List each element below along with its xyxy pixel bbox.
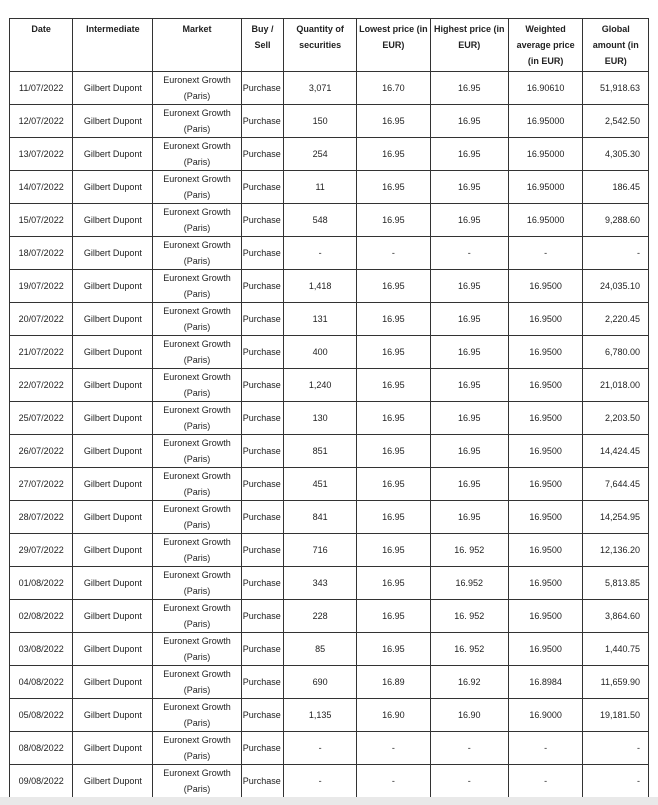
cell-highest-price: 16.95 bbox=[430, 336, 508, 369]
table-row bbox=[10, 72, 649, 105]
cell-lowest-price: 16.95 bbox=[357, 204, 431, 237]
cell-buy-sell: Purchase bbox=[241, 666, 284, 699]
cell-buy-sell: Purchase bbox=[241, 732, 284, 765]
table-row bbox=[10, 336, 649, 369]
cell-intermediate: Gilbert Dupont bbox=[73, 501, 153, 534]
cell-highest-price: - bbox=[430, 237, 508, 270]
cell-market: Euronext Growth (Paris) bbox=[153, 138, 241, 171]
cell-highest-price: 16.92 bbox=[430, 666, 508, 699]
table-row bbox=[10, 303, 649, 336]
cell-market: Euronext Growth (Paris) bbox=[153, 765, 241, 798]
table-row bbox=[10, 765, 649, 798]
cell-quantity: 131 bbox=[284, 303, 357, 336]
cell-weighted-average: 16.9500 bbox=[508, 402, 583, 435]
cell-global-amount: 24,035.10 bbox=[583, 270, 649, 303]
cell-lowest-price: 16.95 bbox=[357, 336, 431, 369]
cell-lowest-price: - bbox=[357, 765, 431, 798]
header-global-amount: Global amount (in EUR) bbox=[583, 19, 649, 72]
cell-weighted-average: - bbox=[508, 765, 583, 798]
cell-date: 04/08/2022 bbox=[10, 666, 73, 699]
cell-global-amount: 3,864.60 bbox=[583, 600, 649, 633]
cell-quantity: 851 bbox=[284, 435, 357, 468]
cell-buy-sell: Purchase bbox=[241, 699, 284, 732]
cell-lowest-price: 16.90 bbox=[357, 699, 431, 732]
cell-buy-sell: Purchase bbox=[241, 105, 284, 138]
cell-intermediate: Gilbert Dupont bbox=[73, 336, 153, 369]
cell-intermediate: Gilbert Dupont bbox=[73, 600, 153, 633]
cell-buy-sell: Purchase bbox=[241, 237, 284, 270]
cell-weighted-average: 16.9500 bbox=[508, 468, 583, 501]
cell-date: 22/07/2022 bbox=[10, 369, 73, 402]
cell-quantity: 254 bbox=[284, 138, 357, 171]
table-container bbox=[9, 18, 649, 798]
cell-highest-price: 16.95 bbox=[430, 402, 508, 435]
cell-global-amount: 186.45 bbox=[583, 171, 649, 204]
cell-intermediate: Gilbert Dupont bbox=[73, 633, 153, 666]
cell-weighted-average: 16.95000 bbox=[508, 204, 583, 237]
cell-weighted-average: - bbox=[508, 237, 583, 270]
cell-market: Euronext Growth (Paris) bbox=[153, 468, 241, 501]
cell-date: 11/07/2022 bbox=[10, 72, 73, 105]
cell-highest-price: 16.95 bbox=[430, 171, 508, 204]
cell-market: Euronext Growth (Paris) bbox=[153, 303, 241, 336]
cell-quantity: 1,240 bbox=[284, 369, 357, 402]
cell-intermediate: Gilbert Dupont bbox=[73, 138, 153, 171]
cell-highest-price: - bbox=[430, 732, 508, 765]
cell-buy-sell: Purchase bbox=[241, 633, 284, 666]
cell-market: Euronext Growth (Paris) bbox=[153, 666, 241, 699]
cell-date: 27/07/2022 bbox=[10, 468, 73, 501]
table-row bbox=[10, 633, 649, 666]
cell-lowest-price: 16.70 bbox=[357, 72, 431, 105]
cell-lowest-price: 16.95 bbox=[357, 270, 431, 303]
cell-global-amount: - bbox=[583, 732, 649, 765]
cell-global-amount: 12,136.20 bbox=[583, 534, 649, 567]
cell-date: 09/08/2022 bbox=[10, 765, 73, 798]
table-row bbox=[10, 534, 649, 567]
cell-date: 21/07/2022 bbox=[10, 336, 73, 369]
table-row bbox=[10, 666, 649, 699]
cell-lowest-price: 16.95 bbox=[357, 369, 431, 402]
cell-global-amount: 2,203.50 bbox=[583, 402, 649, 435]
table-row bbox=[10, 138, 649, 171]
cell-date: 05/08/2022 bbox=[10, 699, 73, 732]
cell-quantity: 85 bbox=[284, 633, 357, 666]
cell-weighted-average: 16.95000 bbox=[508, 138, 583, 171]
header-weighted-average: Weighted average price (in EUR) bbox=[508, 19, 583, 72]
cell-lowest-price: 16.89 bbox=[357, 666, 431, 699]
cell-market: Euronext Growth (Paris) bbox=[153, 369, 241, 402]
cell-quantity: 150 bbox=[284, 105, 357, 138]
cell-intermediate: Gilbert Dupont bbox=[73, 732, 153, 765]
cell-highest-price: - bbox=[430, 765, 508, 798]
cell-weighted-average: 16.95000 bbox=[508, 105, 583, 138]
cell-highest-price: 16.95 bbox=[430, 369, 508, 402]
cell-quantity: 130 bbox=[284, 402, 357, 435]
cell-intermediate: Gilbert Dupont bbox=[73, 171, 153, 204]
cell-intermediate: Gilbert Dupont bbox=[73, 72, 153, 105]
cell-weighted-average: 16.9500 bbox=[508, 633, 583, 666]
cell-date: 03/08/2022 bbox=[10, 633, 73, 666]
cell-intermediate: Gilbert Dupont bbox=[73, 468, 153, 501]
header-intermediate: Intermediate bbox=[73, 19, 153, 72]
cell-highest-price: 16. 952 bbox=[430, 633, 508, 666]
table-row bbox=[10, 270, 649, 303]
cell-global-amount: 1,440.75 bbox=[583, 633, 649, 666]
cell-buy-sell: Purchase bbox=[241, 72, 284, 105]
cell-intermediate: Gilbert Dupont bbox=[73, 204, 153, 237]
cell-date: 02/08/2022 bbox=[10, 600, 73, 633]
table-row bbox=[10, 204, 649, 237]
cell-date: 13/07/2022 bbox=[10, 138, 73, 171]
header-buy-sell: Buy / Sell bbox=[241, 19, 284, 72]
cell-date: 08/08/2022 bbox=[10, 732, 73, 765]
cell-quantity: 400 bbox=[284, 336, 357, 369]
cell-global-amount: 21,018.00 bbox=[583, 369, 649, 402]
cell-global-amount: 2,220.45 bbox=[583, 303, 649, 336]
cell-date: 01/08/2022 bbox=[10, 567, 73, 600]
cell-quantity: - bbox=[284, 237, 357, 270]
cell-quantity: 343 bbox=[284, 567, 357, 600]
header-lowest-price: Lowest price (in EUR) bbox=[357, 19, 431, 72]
table-header bbox=[10, 19, 649, 72]
cell-weighted-average: 16.9500 bbox=[508, 303, 583, 336]
cell-market: Euronext Growth (Paris) bbox=[153, 204, 241, 237]
share-buyback-table bbox=[9, 18, 649, 798]
cell-quantity: 11 bbox=[284, 171, 357, 204]
cell-buy-sell: Purchase bbox=[241, 435, 284, 468]
cell-weighted-average: - bbox=[508, 732, 583, 765]
cell-highest-price: 16.90 bbox=[430, 699, 508, 732]
cell-intermediate: Gilbert Dupont bbox=[73, 567, 153, 600]
cell-intermediate: Gilbert Dupont bbox=[73, 402, 153, 435]
cell-intermediate: Gilbert Dupont bbox=[73, 534, 153, 567]
cell-date: 15/07/2022 bbox=[10, 204, 73, 237]
cell-highest-price: 16.952 bbox=[430, 567, 508, 600]
cell-market: Euronext Growth (Paris) bbox=[153, 237, 241, 270]
cell-weighted-average: 16.9500 bbox=[508, 567, 583, 600]
cell-market: Euronext Growth (Paris) bbox=[153, 336, 241, 369]
cell-buy-sell: Purchase bbox=[241, 270, 284, 303]
cell-market: Euronext Growth (Paris) bbox=[153, 270, 241, 303]
cell-weighted-average: 16.9500 bbox=[508, 369, 583, 402]
cell-market: Euronext Growth (Paris) bbox=[153, 402, 241, 435]
cell-highest-price: 16.95 bbox=[430, 138, 508, 171]
cell-lowest-price: 16.95 bbox=[357, 567, 431, 600]
cell-lowest-price: 16.95 bbox=[357, 534, 431, 567]
table-row bbox=[10, 369, 649, 402]
table-row bbox=[10, 402, 649, 435]
cell-highest-price: 16.95 bbox=[430, 204, 508, 237]
cell-market: Euronext Growth (Paris) bbox=[153, 435, 241, 468]
cell-buy-sell: Purchase bbox=[241, 501, 284, 534]
table-row bbox=[10, 732, 649, 765]
table-row bbox=[10, 468, 649, 501]
table-row bbox=[10, 105, 649, 138]
table-row bbox=[10, 567, 649, 600]
table-row bbox=[10, 237, 649, 270]
cell-lowest-price: 16.95 bbox=[357, 501, 431, 534]
table-row bbox=[10, 600, 649, 633]
cell-lowest-price: 16.95 bbox=[357, 402, 431, 435]
cell-highest-price: 16. 952 bbox=[430, 534, 508, 567]
cell-highest-price: 16.95 bbox=[430, 270, 508, 303]
cell-global-amount: 14,424.45 bbox=[583, 435, 649, 468]
cell-highest-price: 16.95 bbox=[430, 435, 508, 468]
cell-market: Euronext Growth (Paris) bbox=[153, 72, 241, 105]
cell-lowest-price: 16.95 bbox=[357, 138, 431, 171]
cell-market: Euronext Growth (Paris) bbox=[153, 105, 241, 138]
cell-quantity: 3,071 bbox=[284, 72, 357, 105]
cell-lowest-price: - bbox=[357, 237, 431, 270]
cell-global-amount: 4,305.30 bbox=[583, 138, 649, 171]
cell-lowest-price: 16.95 bbox=[357, 435, 431, 468]
cell-lowest-price: - bbox=[357, 732, 431, 765]
cell-quantity: 228 bbox=[284, 600, 357, 633]
cell-date: 18/07/2022 bbox=[10, 237, 73, 270]
cell-highest-price: 16.95 bbox=[430, 468, 508, 501]
cell-weighted-average: 16.9500 bbox=[508, 501, 583, 534]
cell-market: Euronext Growth (Paris) bbox=[153, 633, 241, 666]
cell-highest-price: 16.95 bbox=[430, 303, 508, 336]
cell-market: Euronext Growth (Paris) bbox=[153, 732, 241, 765]
header-quantity: Quantity of securities bbox=[284, 19, 357, 72]
cell-buy-sell: Purchase bbox=[241, 402, 284, 435]
cell-buy-sell: Purchase bbox=[241, 303, 284, 336]
cell-quantity: 841 bbox=[284, 501, 357, 534]
cell-weighted-average: 16.9000 bbox=[508, 699, 583, 732]
table-row bbox=[10, 699, 649, 732]
cell-global-amount: 5,813.85 bbox=[583, 567, 649, 600]
cell-buy-sell: Purchase bbox=[241, 171, 284, 204]
cell-buy-sell: Purchase bbox=[241, 567, 284, 600]
cell-quantity: 451 bbox=[284, 468, 357, 501]
header-row bbox=[10, 19, 649, 72]
cell-buy-sell: Purchase bbox=[241, 468, 284, 501]
cell-weighted-average: 16.9500 bbox=[508, 600, 583, 633]
cell-weighted-average: 16.95000 bbox=[508, 171, 583, 204]
bottom-scroll-area bbox=[0, 797, 658, 805]
cell-date: 25/07/2022 bbox=[10, 402, 73, 435]
cell-global-amount: 7,644.45 bbox=[583, 468, 649, 501]
cell-lowest-price: 16.95 bbox=[357, 171, 431, 204]
header-date: Date bbox=[10, 19, 73, 72]
cell-global-amount: 19,181.50 bbox=[583, 699, 649, 732]
cell-lowest-price: 16.95 bbox=[357, 105, 431, 138]
cell-quantity: 548 bbox=[284, 204, 357, 237]
cell-date: 28/07/2022 bbox=[10, 501, 73, 534]
cell-date: 26/07/2022 bbox=[10, 435, 73, 468]
cell-buy-sell: Purchase bbox=[241, 534, 284, 567]
cell-market: Euronext Growth (Paris) bbox=[153, 600, 241, 633]
cell-lowest-price: 16.95 bbox=[357, 468, 431, 501]
header-highest-price: Highest price (in EUR) bbox=[430, 19, 508, 72]
table-row bbox=[10, 171, 649, 204]
cell-intermediate: Gilbert Dupont bbox=[73, 105, 153, 138]
table-body bbox=[10, 72, 649, 798]
cell-buy-sell: Purchase bbox=[241, 369, 284, 402]
table-row bbox=[10, 435, 649, 468]
cell-intermediate: Gilbert Dupont bbox=[73, 765, 153, 798]
cell-weighted-average: 16.9500 bbox=[508, 435, 583, 468]
cell-buy-sell: Purchase bbox=[241, 138, 284, 171]
cell-quantity: - bbox=[284, 732, 357, 765]
cell-lowest-price: 16.95 bbox=[357, 633, 431, 666]
cell-global-amount: 51,918.63 bbox=[583, 72, 649, 105]
cell-weighted-average: 16.9500 bbox=[508, 270, 583, 303]
cell-market: Euronext Growth (Paris) bbox=[153, 171, 241, 204]
cell-buy-sell: Purchase bbox=[241, 204, 284, 237]
cell-highest-price: 16. 952 bbox=[430, 600, 508, 633]
cell-date: 12/07/2022 bbox=[10, 105, 73, 138]
cell-date: 29/07/2022 bbox=[10, 534, 73, 567]
cell-buy-sell: Purchase bbox=[241, 600, 284, 633]
cell-lowest-price: 16.95 bbox=[357, 600, 431, 633]
cell-quantity: 1,418 bbox=[284, 270, 357, 303]
cell-quantity: 690 bbox=[284, 666, 357, 699]
cell-buy-sell: Purchase bbox=[241, 336, 284, 369]
cell-date: 20/07/2022 bbox=[10, 303, 73, 336]
cell-market: Euronext Growth (Paris) bbox=[153, 534, 241, 567]
cell-intermediate: Gilbert Dupont bbox=[73, 369, 153, 402]
cell-weighted-average: 16.9500 bbox=[508, 534, 583, 567]
cell-global-amount: 11,659.90 bbox=[583, 666, 649, 699]
cell-weighted-average: 16.90610 bbox=[508, 72, 583, 105]
cell-intermediate: Gilbert Dupont bbox=[73, 270, 153, 303]
cell-quantity: 716 bbox=[284, 534, 357, 567]
cell-weighted-average: 16.9500 bbox=[508, 336, 583, 369]
cell-global-amount: - bbox=[583, 237, 649, 270]
cell-quantity: - bbox=[284, 765, 357, 798]
cell-global-amount: 9,288.60 bbox=[583, 204, 649, 237]
cell-lowest-price: 16.95 bbox=[357, 303, 431, 336]
cell-intermediate: Gilbert Dupont bbox=[73, 666, 153, 699]
header-market: Market bbox=[153, 19, 241, 72]
cell-market: Euronext Growth (Paris) bbox=[153, 501, 241, 534]
cell-quantity: 1,135 bbox=[284, 699, 357, 732]
cell-intermediate: Gilbert Dupont bbox=[73, 237, 153, 270]
cell-date: 19/07/2022 bbox=[10, 270, 73, 303]
cell-global-amount: 14,254.95 bbox=[583, 501, 649, 534]
cell-intermediate: Gilbert Dupont bbox=[73, 303, 153, 336]
cell-market: Euronext Growth (Paris) bbox=[153, 567, 241, 600]
cell-weighted-average: 16.8984 bbox=[508, 666, 583, 699]
cell-intermediate: Gilbert Dupont bbox=[73, 699, 153, 732]
cell-buy-sell: Purchase bbox=[241, 765, 284, 798]
table-row bbox=[10, 501, 649, 534]
cell-date: 14/07/2022 bbox=[10, 171, 73, 204]
cell-highest-price: 16.95 bbox=[430, 72, 508, 105]
cell-global-amount: 2,542.50 bbox=[583, 105, 649, 138]
cell-highest-price: 16.95 bbox=[430, 501, 508, 534]
cell-global-amount: 6,780.00 bbox=[583, 336, 649, 369]
cell-highest-price: 16.95 bbox=[430, 105, 508, 138]
cell-global-amount: - bbox=[583, 765, 649, 798]
cell-market: Euronext Growth (Paris) bbox=[153, 699, 241, 732]
cell-intermediate: Gilbert Dupont bbox=[73, 435, 153, 468]
